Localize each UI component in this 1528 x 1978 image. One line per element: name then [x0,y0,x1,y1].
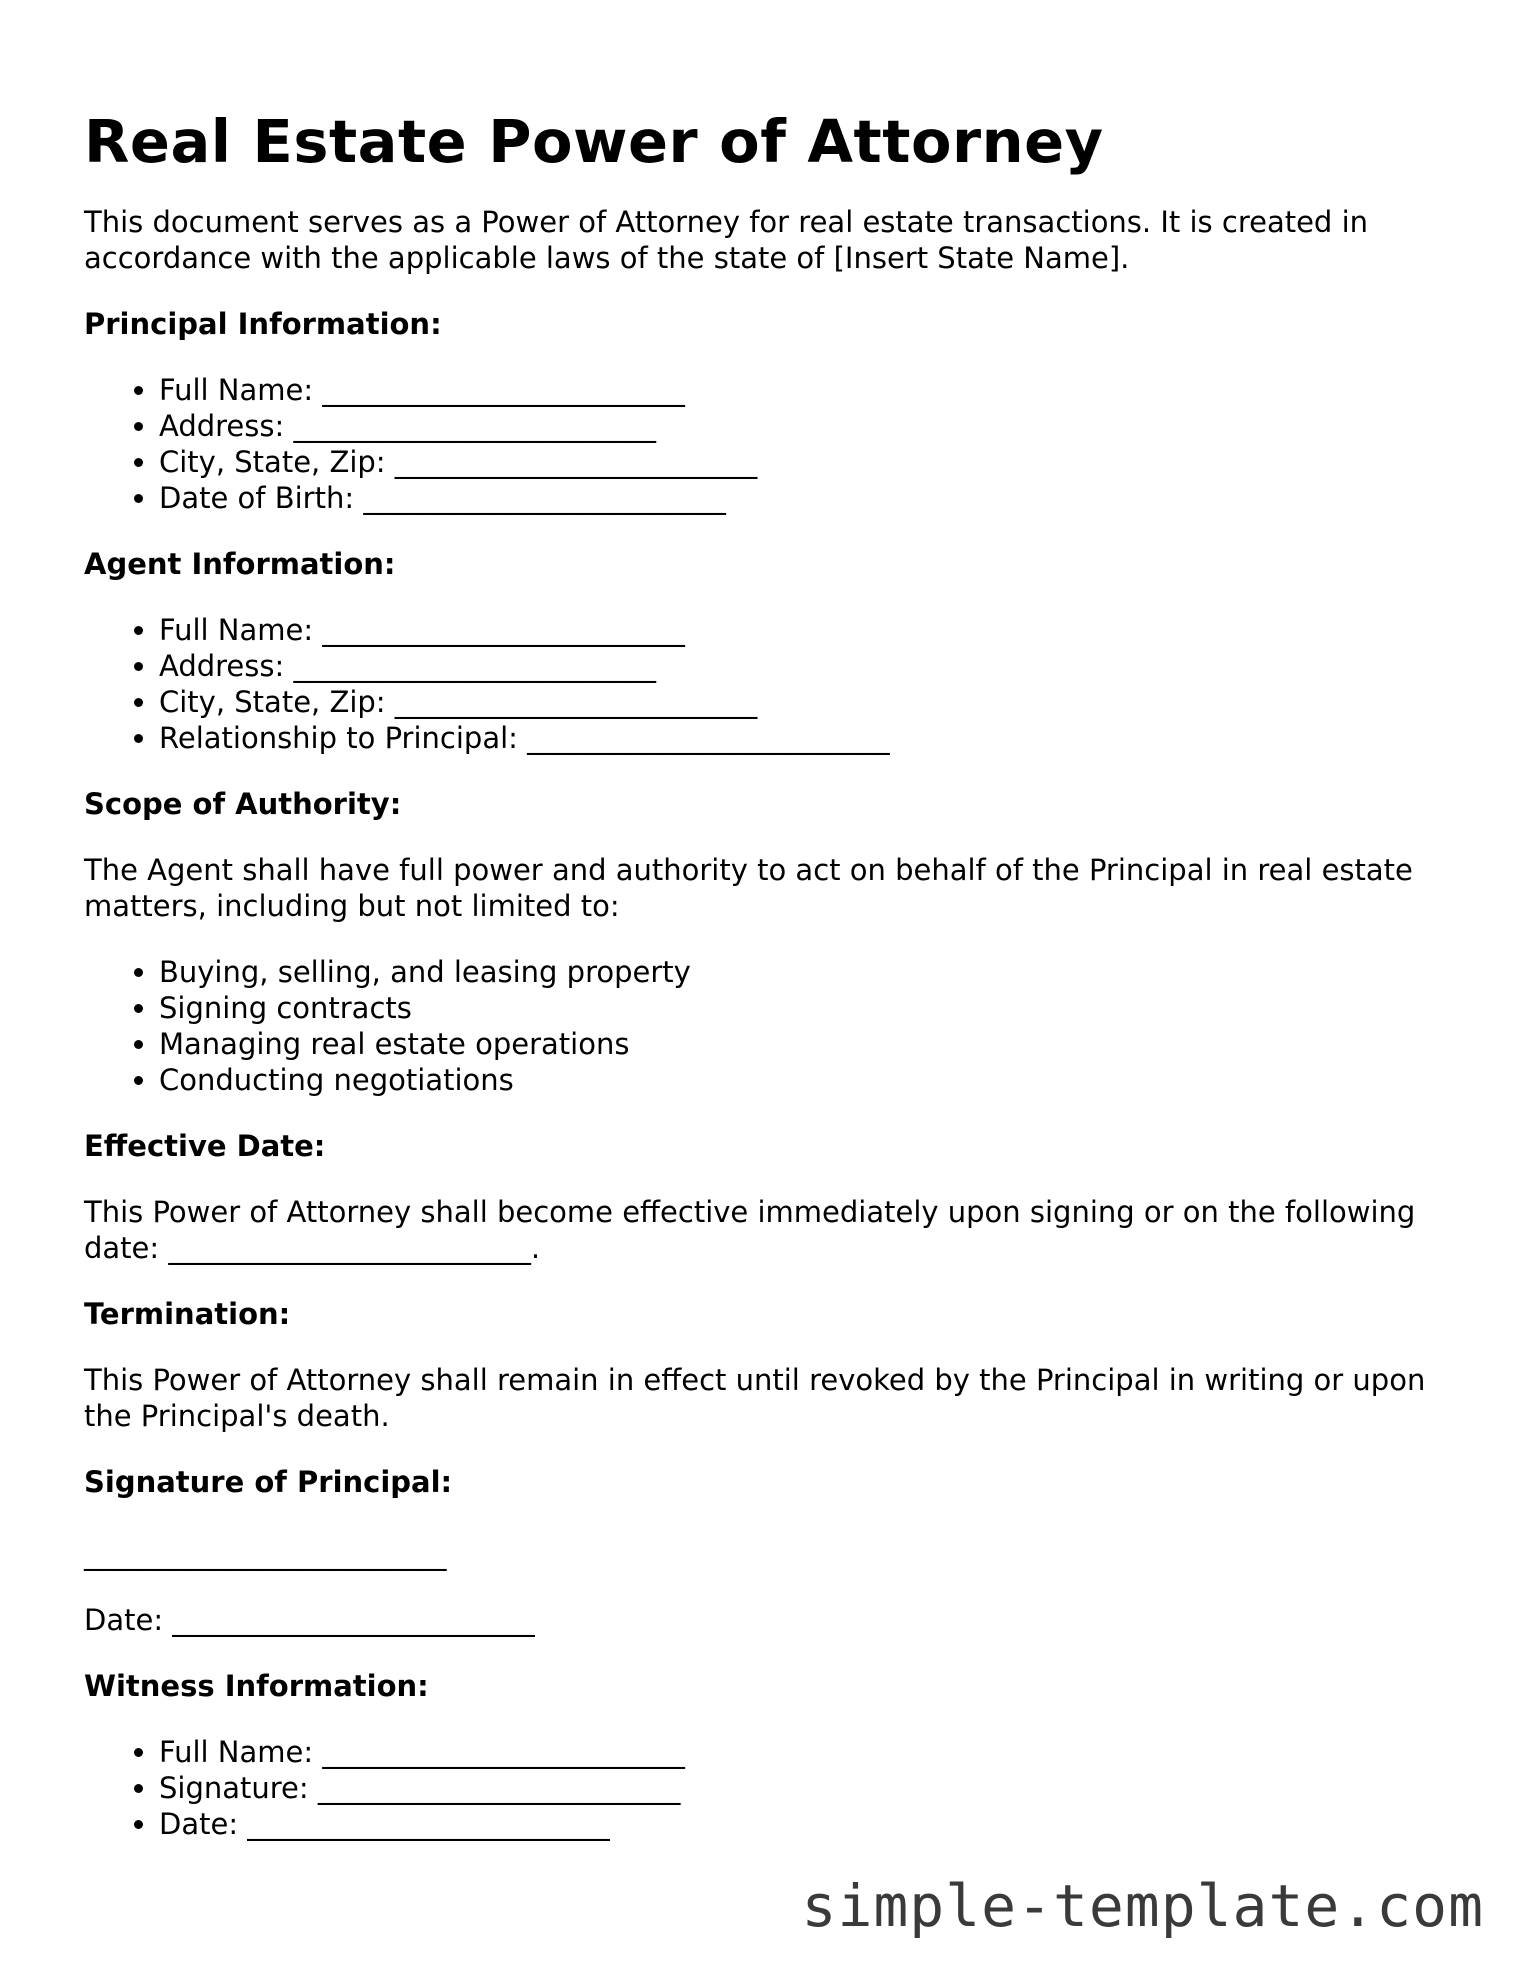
witness-full-name: • Full Name: _________________________ [159,1734,1444,1770]
principal-city-state-zip: • City, State, Zip: _________________________ [159,444,1444,480]
document-page [84,106,1444,1872]
scope-item: • Conducting negotiations [159,1062,1444,1098]
signature-date: Date: _________________________ [84,1603,535,1637]
effective-date-paragraph: This Power of Attorney shall become effective immediately upon signing or on the following date: _________________________. [84,1195,1416,1265]
principal-list [84,372,1444,516]
signature-heading: Signature of Principal: [84,1465,453,1499]
principal-full-name: • Full Name: _________________________ [159,372,1444,408]
witness-heading: Witness Information: [84,1669,429,1703]
watermark: simple-template.com [801,1872,1484,1940]
agent-full-name: • Full Name: _________________________ [159,612,1444,648]
agent-list [84,612,1444,756]
principal-signature-line: _________________________ [84,1537,447,1571]
witness-signature: • Signature: _________________________ [159,1770,1444,1806]
agent-relationship: • Relationship to Principal: _________________________ [159,720,1444,756]
scope-list [84,954,1444,1098]
principal-address: • Address: _________________________ [159,408,1444,444]
scope-item: • Managing real estate operations [159,1026,1444,1062]
intro-paragraph: This document serves as a Power of Attorney for real estate transactions. It is created in accordance with the applicable laws of the state of [Insert State Name]. [84,205,1369,275]
agent-heading: Agent Information: [84,547,396,581]
agent-city-state-zip: • City, State, Zip: _________________________ [159,684,1444,720]
termination-paragraph: This Power of Attorney shall remain in effect until revoked by the Principal in writing or upon the Principal's death. [84,1363,1426,1433]
witness-date: • Date: _________________________ [159,1806,1444,1842]
scope-heading: Scope of Authority: [84,787,402,821]
agent-address: • Address: _________________________ [159,648,1444,684]
principal-heading: Principal Information: [84,307,442,341]
termination-heading: Termination: [84,1297,291,1331]
effective-date-heading: Effective Date: [84,1129,326,1163]
scope-item: • Signing contracts [159,990,1444,1026]
scope-paragraph: The Agent shall have full power and authority to act on behalf of the Principal in real estate matters, including but not limited to: [84,853,1413,923]
scope-item: • Buying, selling, and leasing property [159,954,1444,990]
principal-date-of-birth: • Date of Birth: _________________________ [159,480,1444,516]
document-title: Real Estate Power of Attorney [84,107,1104,176]
witness-list [84,1734,1444,1842]
